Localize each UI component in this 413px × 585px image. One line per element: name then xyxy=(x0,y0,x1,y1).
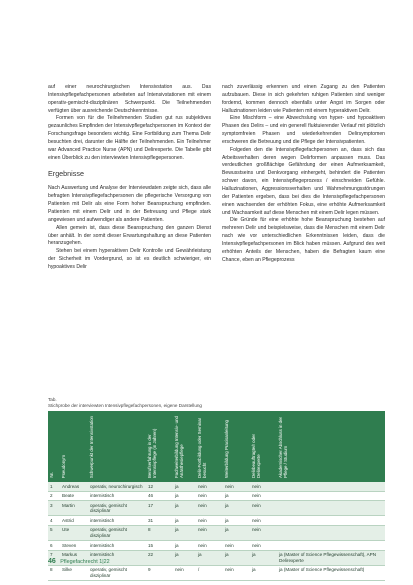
body-paragraph: Die Gründe für eine erhöhte hohe Beanspruchung bestehen auf mehreren Delir und beispielsweise, dass die Menschen mit einem Delir nach wie vor unterschiedlichen Erkenntnissen leiden, dass die Intensivpflegefachpersonen im Blick haben müssen. Aufgrund des weit erhöhten Anteils der Menschen, haben die Befragten kaum eine Chance, eben an Pflegeprozess xyxy=(222,217,385,263)
table-row xyxy=(48,491,385,501)
table-cell: Ute xyxy=(60,525,88,540)
section-heading: Ergebnisse xyxy=(48,169,84,179)
table-row xyxy=(48,565,385,580)
table-cell: ja xyxy=(173,501,196,516)
table-cell: nein xyxy=(250,516,277,526)
page-footer xyxy=(48,558,110,565)
table-cell: nein xyxy=(250,491,277,501)
participants-table-block xyxy=(48,397,385,581)
table-cell: ja xyxy=(173,525,196,540)
table-cell: nein xyxy=(196,516,223,526)
table-cell: operativ, gemischt disziplinär xyxy=(88,501,146,516)
table-cell: 9 xyxy=(146,565,173,580)
table-row xyxy=(48,482,385,491)
table-cell: internistisch xyxy=(88,516,146,526)
table-cell: Silke xyxy=(60,565,88,580)
table-header-cell: Delir-Fortbildung oder Seminar besucht xyxy=(197,417,208,478)
table-label: Tab. xyxy=(48,397,57,402)
table-cell: nein xyxy=(250,482,277,491)
table-row xyxy=(48,525,385,540)
table-cell: nein xyxy=(223,565,250,580)
table-cell xyxy=(277,491,385,501)
table-cell: ja xyxy=(250,565,277,580)
table-cell: ja (Master of Science Pflegewissenschaft), APN Delirexperte xyxy=(277,550,385,565)
table-cell xyxy=(277,516,385,526)
table-cell: 3 xyxy=(48,501,60,516)
table-cell: nein xyxy=(250,501,277,516)
table-cell: nein xyxy=(250,525,277,540)
table-cell: ja xyxy=(223,550,250,565)
table-cell: 12 xyxy=(146,482,173,491)
table-cell: ja xyxy=(173,491,196,501)
table-cell: Steven xyxy=(60,541,88,551)
table-cell xyxy=(277,482,385,491)
body-paragraph: Folgeden den die Intensivpflegefachpersonen an, dass sich das Arbeitsverhalten deren wegen Delirformen anpassen muss. Das verdeutlichen großflächige Gefährdung der einen Aufmerksamkeit, Bewusstseins und Denkvorgang einhergeht, behindert die Patienten schwer davon, ein Intensivpflegeprozess / einschneiden Gefühle. Halluzinationen, Aggressionsverhalten und Wahrnehmungsstörungen der Patienten ergeben, dass bei dies die Intensivpflegefachpersonen einen wachsenden der erhöhten Fokus, eine erhöhte Aufmerksamkeit und Wachsamkeit auf diese Menschen mit einem Delir legen müssen. xyxy=(222,146,385,216)
table-cell: nein xyxy=(223,482,250,491)
table-header-cell: Weiterbildung Praxisanleitung xyxy=(224,419,229,478)
table-cell: 1 xyxy=(48,482,60,491)
table-cell: 8 xyxy=(146,525,173,540)
table-cell: nein xyxy=(250,541,277,551)
participants-table xyxy=(48,411,385,581)
body-paragraph: Stehen bei einem hyperaktiven Delir Kontrolle und Gewährleistung der Sicherheit im Vordergrund, so ist es deutlich schwieriger, ein hypoaktives Delir xyxy=(48,248,211,270)
table-cell: ja (Master of Science Pflegewissenschaft) xyxy=(277,565,385,580)
table-row xyxy=(48,516,385,526)
table-cell: nein xyxy=(196,482,223,491)
table-cell: ja xyxy=(223,501,250,516)
table-cell: 4 xyxy=(48,516,60,526)
table-cell xyxy=(277,501,385,516)
table-cell: operativ, gemischt disziplinär xyxy=(88,525,146,540)
table-cell: 15 xyxy=(146,541,173,551)
left-column xyxy=(48,84,211,272)
body-paragraph: Eine Mischform – eine Abwechslung von hyper- und hypoaktiven Phasen des Delirs – und ein generell fluktuierender Verlauf mit plötzlich symptomfreien Phasen und wiederkehrenden Delirsymptomen erschweren die Betreuung und die Pflege der Intensivpatienten. xyxy=(222,115,385,145)
table-cell: Beate xyxy=(60,491,88,501)
table-cell: nein xyxy=(223,541,250,551)
body-paragraph: auf einer neurochirurgischen Intensivstation aus. Das Intensivpflegefachpersonen arbeiteten auf Intensivstationen mit einem operativ-gemischt-disziplinären Schwerpunkt. Die Teilnehmenden verfügten über ausreichende Deutschkenntnisse. xyxy=(48,84,211,114)
table-cell: 8 xyxy=(48,565,60,580)
table-cell: Martin xyxy=(60,501,88,516)
table-cell: Markus xyxy=(60,550,88,565)
table-cell: 22 xyxy=(146,550,173,565)
table-cell: ja xyxy=(173,550,196,565)
table-cell: ja xyxy=(173,516,196,526)
table-cell: 31 xyxy=(146,516,173,526)
table-header-cell: Nr. xyxy=(49,472,54,478)
table-header-cell: Akademischer Abschluss in der Pflege / Studium xyxy=(278,416,289,478)
table-cell: Astrid xyxy=(60,516,88,526)
table-header-cell: Berufserfahrung in der Intensivpflege (in Jahren) xyxy=(147,428,158,478)
table-cell: internistisch xyxy=(88,541,146,551)
body-paragraph: Allen gemein ist, dass diese Beanspruchung den ganzen Dienst über anhält. In der somit dieser Erwartungshaltung an diese Patienten heranzugehen. xyxy=(48,224,211,247)
table-cell: 5 xyxy=(48,525,60,540)
table-cell: ja xyxy=(223,491,250,501)
table-cell: nein xyxy=(196,491,223,501)
right-column xyxy=(222,84,385,264)
body-paragraph: nach zuverlässig erkennen und einen Zugang zu den Patienten aufzubauen. Diese in sich gekehrten ruhigen Patienten sind weniger fordernd, kommen dennoch ebenfalls unter Angst im Sorgen oder Halluzinationen leiden wie Patienten mit einem hyperaktiven Delir. xyxy=(222,84,385,114)
table-cell: nein xyxy=(196,541,223,551)
table-cell: operativ, neurochirurgisch xyxy=(88,482,146,491)
table-cell: 2 xyxy=(48,491,60,501)
table-cell: nein xyxy=(196,525,223,540)
table-cell: nein xyxy=(196,501,223,516)
table-header-cell: Fachweiterbildung Intensiv- und Anästhesiepflege xyxy=(174,416,185,478)
table-cell: ja xyxy=(173,541,196,551)
table-header-cell: Delirbeauftragte/r oder Delirexperte xyxy=(251,434,262,478)
body-paragraph: Nach Auswertung und Analyse der Interviewdaten zeigte sich, dass alle befragten Intensivpflegefachpersonen die pflegerische Versorgung von Patienten mit Delir als eine Form hoher Beanspruchung empfinden. Patienten mit einem Delir und in der Betreuung und Pflege stark angewiesen und aufwendiger als andere Patienten. xyxy=(48,185,211,223)
table-row xyxy=(48,541,385,551)
table-cell: ja xyxy=(250,550,277,565)
table-cell: ja xyxy=(196,550,223,565)
table-cell: / xyxy=(196,565,223,580)
table-cell: ja xyxy=(173,482,196,491)
table-cell: internistisch xyxy=(88,550,146,565)
table-cell: ja xyxy=(223,516,250,526)
table-cell: 17 xyxy=(146,501,173,516)
table-cell: 46 xyxy=(146,491,173,501)
table-body xyxy=(48,482,385,581)
journal-name: Pflegefachrecht 1|22 xyxy=(60,559,110,565)
table-row xyxy=(48,501,385,516)
page-number: 46 xyxy=(48,558,56,565)
table-cell xyxy=(277,525,385,540)
table-cell xyxy=(277,541,385,551)
table-header-cell: Pseudonym xyxy=(61,454,66,478)
table-cell: ja xyxy=(223,525,250,540)
table-cell: 6 xyxy=(48,541,60,551)
table-cell: operativ, gemischt disziplinär xyxy=(88,565,146,580)
table-caption: Stichprobe der interviewten Intensivpflegefachpersonen, eigene Darstellung xyxy=(48,403,202,408)
table-cell: 7 xyxy=(48,550,60,565)
table-header-cell: Schwerpunkt der Intensivstation xyxy=(89,415,94,478)
table-cell: nein xyxy=(173,565,196,580)
table-cell: internistisch xyxy=(88,491,146,501)
table-header-row xyxy=(48,411,385,482)
body-paragraph: Formen von für die Teilnehmenden Studien gut rus subjektives gezaunliches Empfinden der Intensivpflegefachpersonen im Kontext der Forschungsfrage besonders wichtig. Eine Fortbildung zum Thema Delir besuchten drei, darunter die Hälfte der Teilnehmenden. Ein Teilnehmer war Advanced Practice Nurse (APN) und Delirexperte. Die Tabelle gibt einen Überblick zu den interviewten Intensivpflegepersonen. xyxy=(48,115,211,161)
table-cell: Andreas xyxy=(60,482,88,491)
